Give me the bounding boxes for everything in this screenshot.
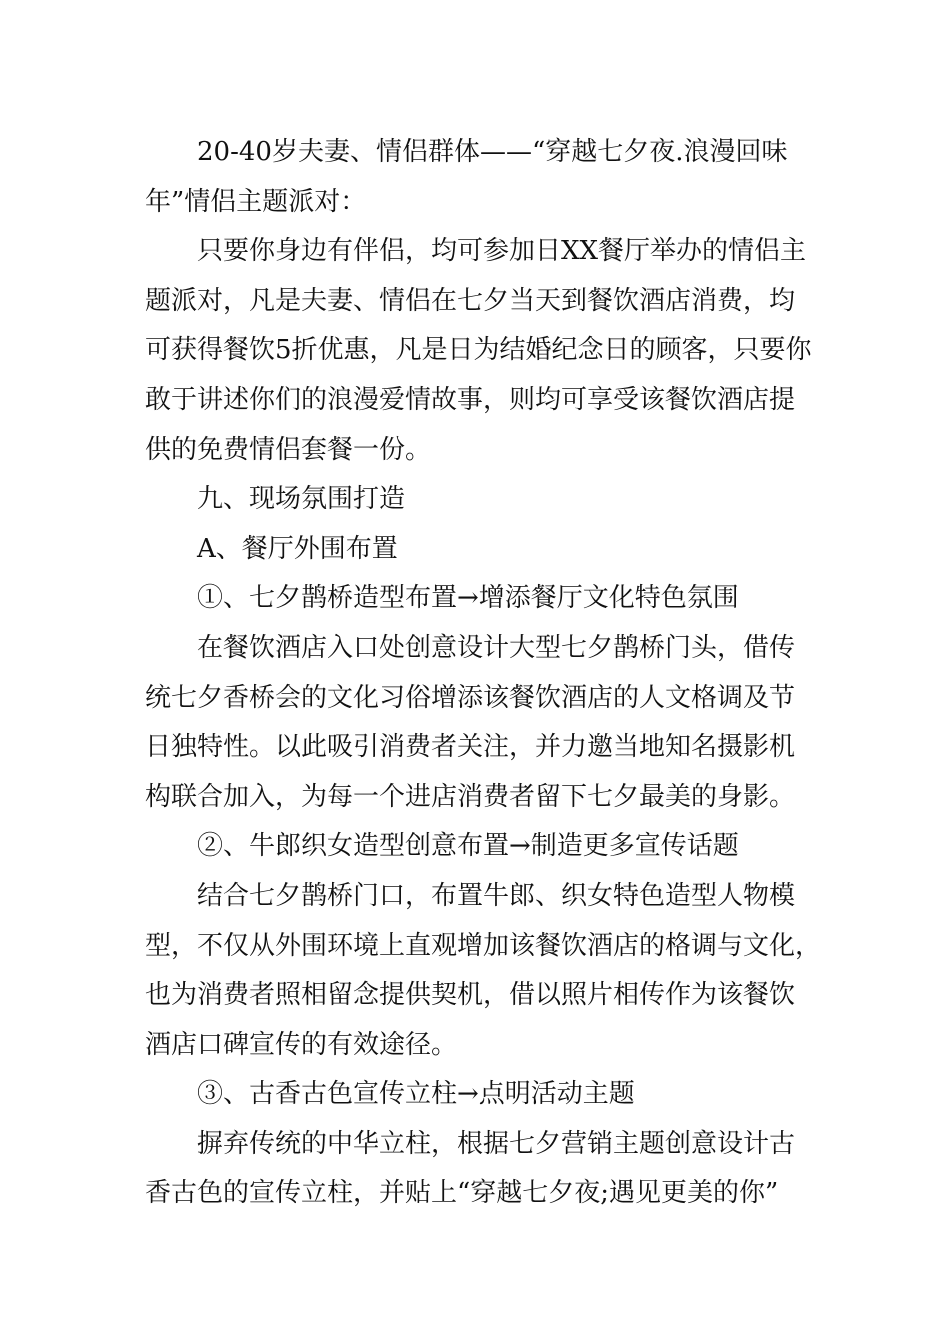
- document-line: 供的免费情侣套餐一份。: [145, 434, 432, 465]
- document-line: 构联合加入，为每一个进店消费者留下七夕最美的身影。: [145, 781, 796, 812]
- document-line: 酒店口碑宣传的有效途径。: [145, 1029, 458, 1060]
- document-line: 日独特性。以此吸引消费者关注，并力邀当地知名摄影机: [145, 732, 796, 763]
- document-line: 年”情侣主题派对：: [145, 186, 367, 217]
- document-line: ③、古香古色宣传立柱→点明活动主题: [197, 1079, 635, 1110]
- document-line: 只要你身边有伴侣，均可参加日XX餐厅举办的情侣主: [197, 236, 807, 267]
- document-line: 摒弃传统的中华立柱，根据七夕营销主题创意设计古: [197, 1128, 796, 1159]
- document-line: 九、现场氛围打造: [197, 484, 406, 515]
- document-line: ①、七夕鹊桥造型布置→增添餐厅文化特色氛围: [197, 583, 739, 614]
- document-line: 型，不仅从外围环境上直观增加该餐饮酒店的格调与文化，: [145, 930, 822, 961]
- document-line: 香古色的宣传立柱，并贴上“穿越七夕夜;遇见更美的你”: [145, 1178, 779, 1209]
- document-line: 可获得餐饮5折优惠，凡是日为结婚纪念日的顾客，只要你: [145, 335, 812, 366]
- document-line: 在餐饮酒店入口处创意设计大型七夕鹊桥门头，借传: [197, 632, 796, 663]
- document-line: 结合七夕鹊桥门口，布置牛郎、织女特色造型人物模: [197, 880, 796, 911]
- document-line: 题派对，凡是夫妻、情侣在七夕当天到餐饮酒店消费，均: [145, 285, 796, 316]
- document-line: A、餐厅外围布置: [197, 533, 398, 564]
- document-line: 统七夕香桥会的文化习俗增添该餐饮酒店的人文格调及节: [145, 682, 796, 713]
- document-line: ②、牛郎织女造型创意布置→制造更多宣传话题: [197, 831, 739, 862]
- document-body: [145, 128, 822, 1219]
- document-line: 也为消费者照相留念提供契机，借以照片相传作为该餐饮: [145, 980, 796, 1011]
- document-line: 敢于讲述你们的浪漫爱情故事，则均可享受该餐饮酒店提: [145, 384, 796, 415]
- document-line: 20-40岁夫妻、情侣群体——“穿越七夕夜.浪漫回味: [197, 137, 788, 167]
